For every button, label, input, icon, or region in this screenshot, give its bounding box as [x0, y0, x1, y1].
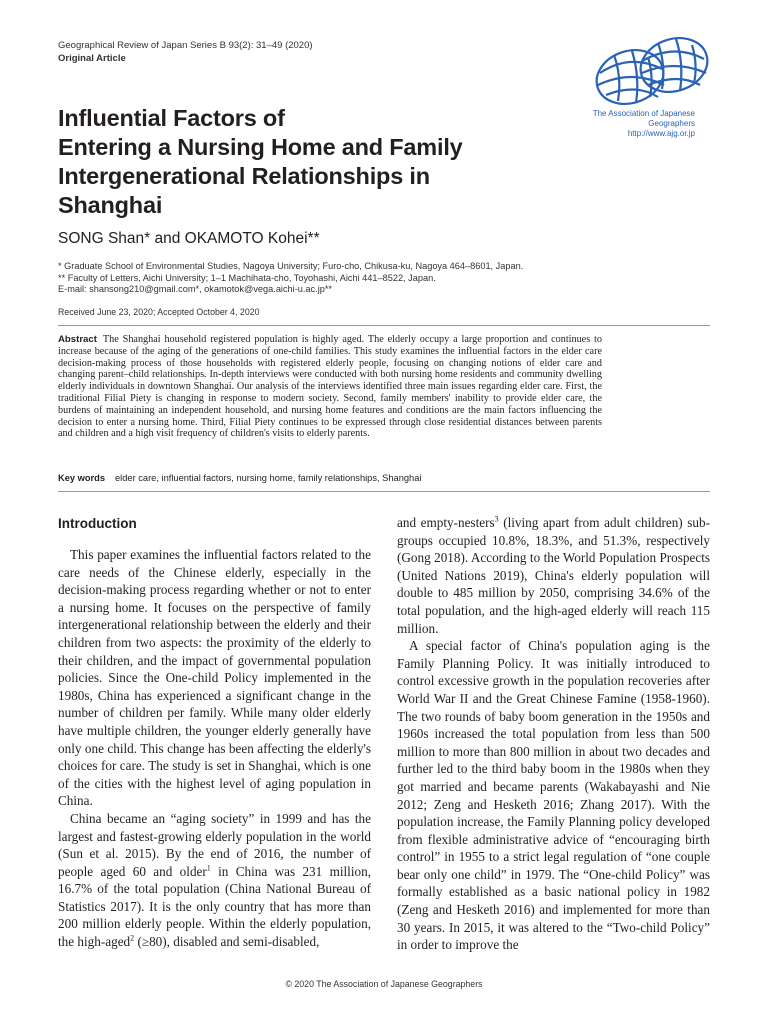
article-type: Original Article: [58, 53, 126, 64]
paragraph-text: China became an “aging society” in 1999 and has the largest and fastest-growing elderly population in the world (Sun et al. 2015). By the end of 2016, the number of people aged 60 and older: [58, 810, 371, 879]
paragraph: This paper examines the influential factors related to the care needs of the Chinese elderly, especially in the decision-making process regarding whether or not to enter a nursing home. It focuses on the perspective of family intergenerational relationship between the elderly and their children from two aspects: the proximity of the elderly to their children, and the impact of governmental population policies. Since the One-child Policy implemented in the 1980s, China has experienced a significant change in the number of children per family. While many older elderly have multiple children, the younger elderly generally have only one child. This change has been affecting the elderly's choices for care. The study is set in Shanghai, which is one of the cities with the highest level of aging population in China.: [58, 547, 371, 809]
paragraph: A special factor of China's population aging is the Family Planning Policy. It was initially introduced to control excessive growth in the population recoveries after World War II and the Great Chinese Famine (1958-1960). The two rounds of baby boom generation in the 1950s and 1960s increased the total population from less than 500 million to more than 800 million in about two decades and further led to the third baby boom in the 1980s when they got married and became parents (Wakabayashi and Nie 2012; Zeng and Hesketh 2016; Zhang 2017). With the population increase, the Family Planning policy developed from flexible administrative advice of “encouraging birth control” in 1955 to a strict legal regulation of “one couple bear only one child” in 1979. The “One-child Policy” was formally established as a basic national policy in 1982 (Zeng and Hesketh 2016) and implemented for more than 30 years. In 2015, it was altered to the “Two-child Policy” in order to improve the: [397, 638, 710, 953]
abstract-label: Abstract: [58, 334, 97, 345]
affiliation-1: * Graduate School of Environmental Studies, Nagoya University; Furo-cho, Chikusa-ku, Nagoya 464–8601, Japan.: [58, 261, 524, 271]
footnote-marker[interactable]: 3: [494, 514, 499, 524]
author-emails: E-mail: shansong210@gmail.com*, okamotok@vega.aichi-u.ac.jp**: [58, 284, 332, 294]
received-dates: Received June 23, 2020; Accepted October 4, 2020: [58, 307, 260, 317]
body-column-left: [58, 546, 371, 951]
footnote-marker[interactable]: 2: [130, 933, 135, 943]
paragraph-text: and empty-nesters: [397, 515, 495, 530]
abstract-block: [58, 334, 602, 440]
title-line: Intergenerational Relationships in: [58, 163, 430, 189]
keywords-text: elder care, influential factors, nursing home, family relationships, Shanghai: [115, 473, 422, 483]
article-title: [58, 104, 578, 220]
society-url-link[interactable]: http://www.ajg.or.jp: [627, 129, 695, 138]
affiliation-2: ** Faculty of Letters, Aichi University; 1–1 Machihata-cho, Toyohashi, Aichi 441–8522, Japan.: [58, 272, 436, 283]
paragraph: [58, 810, 371, 951]
keywords-label: Key words: [58, 473, 106, 483]
journal-citation: Geographical Review of Japan Series B 93(2): 31–49 (2020): [58, 40, 313, 51]
keywords-block: [58, 473, 421, 483]
journal-header: [58, 39, 313, 65]
divider: [58, 491, 710, 492]
title-line: Shanghai: [58, 192, 163, 218]
paragraph-text: (living apart from adult children) sub-groups occupied 10.8%, 18.3%, and 51.3%, respectively (Gong 2018). According to the World Population Prospects (United Nations 2019), China's elderly population will double to 485 million by 2050, comprising 34.6% of the total population, and the high-aged elderly will reach 115 million.: [397, 515, 710, 636]
ajg-logo-icon: [592, 33, 712, 109]
paragraph-text: (≥80), disabled and semi-disabled,: [134, 934, 320, 950]
footnote-marker[interactable]: 1: [206, 863, 211, 873]
title-line: Influential Factors of: [58, 105, 285, 131]
divider: [58, 325, 710, 326]
copyright-footer: © 2020 The Association of Japanese Geographers: [285, 979, 483, 989]
abstract-text: The Shanghai household registered population is highly aged. The elderly occupy a large proportion and continues to increase because of the aging of the generations of one-child families. This study examines the influential factors in the elder care decision-making process of those households with registered elderly people, focusing on changing notions of elder care and changing parent–child relationships. In-depth interviews were conducted with both nursing home residents and community dwelling elderly individuals in downtown Shanghai. Our analysis of the interviews identified three main issues regarding elder care. First, the traditional Filial Piety is changing in response to modern society. Second, family members' inability to provide elder care, the burdens of maintaining an independent household, and nursing home features and conditions are the main factors influencing the decision to enter a nursing home. Third, Filial Piety continues to be expressed through close residential distances between parents and children and a high visit frequency of children's visits to elderly parents.: [58, 334, 602, 440]
body-column-right: [397, 514, 710, 954]
section-heading-introduction: Introduction: [58, 516, 137, 531]
title-line: Entering a Nursing Home and Family: [58, 134, 463, 160]
society-block: [560, 109, 695, 139]
society-name: The Association of Japanese Geographers: [592, 109, 695, 128]
affiliations: [58, 261, 523, 296]
paragraph-text: in China was 231 million, 16.7% of the total population (China National Bureau of Statistics 2017). It is the only country that has more than 200 million elderly people. Within the elderly population, the high-aged: [58, 863, 371, 950]
author-list: SONG Shan* and OKAMOTO Kohei**: [58, 230, 320, 247]
paragraph: [397, 514, 710, 637]
